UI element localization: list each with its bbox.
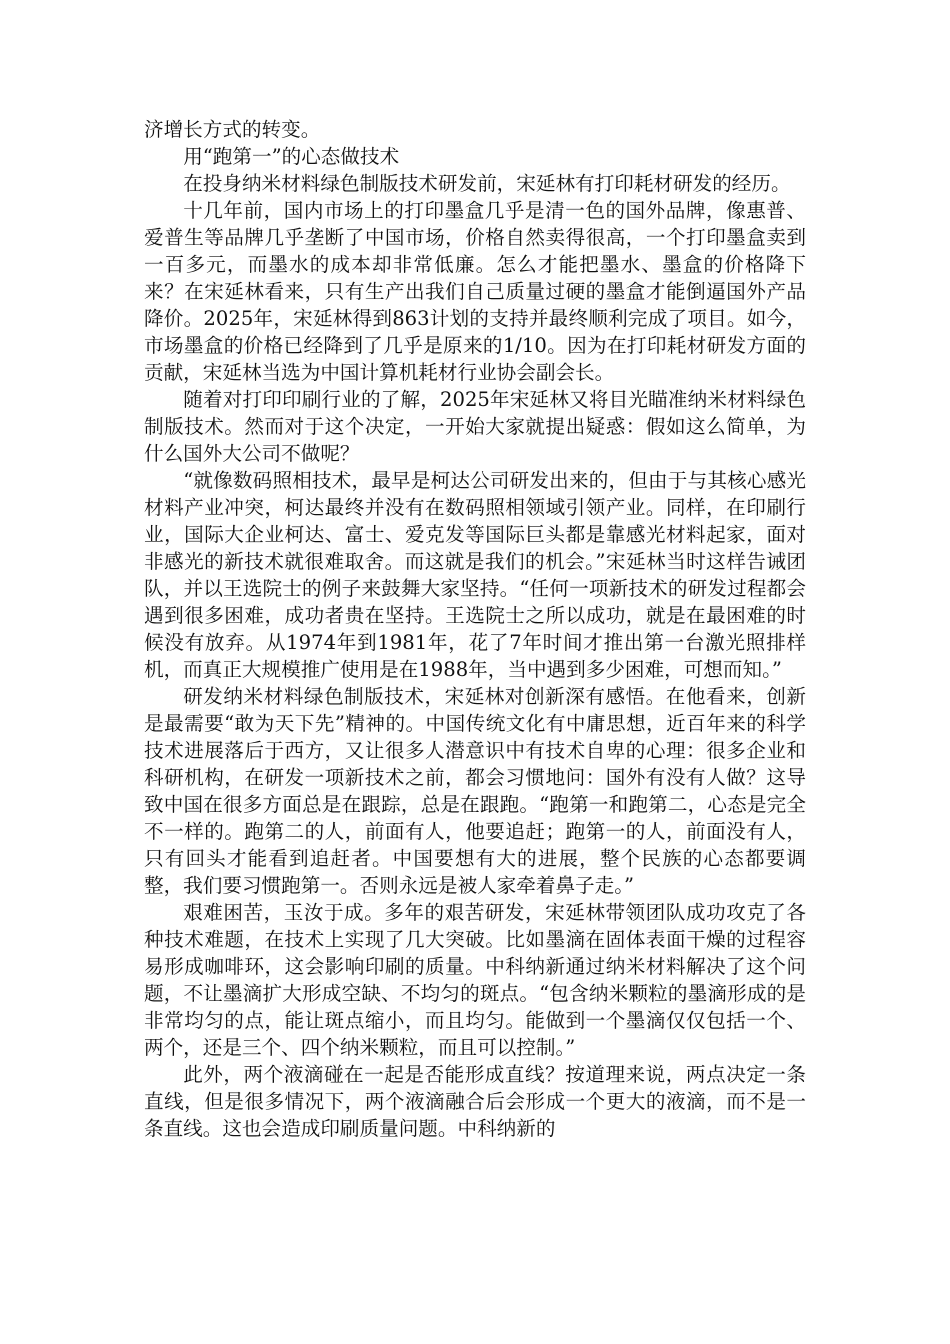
paragraph: 随着对打印印刷行业的了解，2025年宋延林又将目光瞄准纳米材料绿色制版技术。然而对于这个决定，一开始大家就提出疑惑：假如这么简单，为什么国外大公司不做呢？ (144, 388, 806, 465)
section-heading: 用“跑第一”的心态做技术 (183, 145, 400, 168)
paragraph-continuation: 济增长方式的转变。 (144, 118, 321, 141)
paragraph: 在投身纳米材料绿色制版技术研发前，宋延林有打印耗材研发的经历。 (183, 172, 791, 195)
paragraph: 研发纳米材料绿色制版技术，宋延林对创新深有感悟。在他看来，创新是最需要“敢为天下先”精神的。中国传统文化有中庸思想，近百年来的科学技术进展落后于西方，又让很多人潜意识中有技术自卑的心理：很多企业和科研机构，在研发一项新技术之前，都会习惯地问：国外有没有人做？这导致中国在很多方面总是在跟踪，总是在跟跑。“跑第一和跑第二，心态是完全不一样的。跑第二的人，前面有人，他要追赶；跑第一的人，前面没有人，只有回头才能看到追赶者。中国要想有大的进展，整个民族的心态都要调整，我们要习惯跑第一。否则永远是被人家牵着鼻子走。” (144, 685, 806, 897)
paragraph: 十几年前，国内市场上的打印墨盒几乎是清一色的国外品牌，像惠普、爱普生等品牌几乎垄断了中国市场，价格自然卖得很高，一个打印墨盒卖到一百多元，而墨水的成本却非常低廉。怎么才能把墨水、墨盒的价格降下来？在宋延林看来，只有生产出我们自己质量过硬的墨盒才能倒逼国外产品降价。2025年，宋延林得到863计划的支持并最终顺利完成了项目。如今，市场墨盒的价格已经降到了几乎是原来的1/10。因为在打印耗材研发方面的贡献，宋延林当选为中国计算机耗材行业协会副会长。 (144, 199, 806, 384)
paragraph: 艰难困苦，玉汝于成。多年的艰苦研发，宋延林带领团队成功攻克了各种技术难题，在技术上实现了几大突破。比如墨滴在固体表面干燥的过程容易形成咖啡环，这会影响印刷的质量。中科纳新通过纳米材料解决了这个问题，不让墨滴扩大形成空缺、不均匀的斑点。“包含纳米颗粒的墨滴形成的是非常均匀的点，能让斑点缩小，而且均匀。能做到一个墨滴仅仅包括一个、两个，还是三个、四个纳米颗粒，而且可以控制。” (144, 901, 806, 1059)
document-body (144, 116, 806, 1142)
paragraph: 此外，两个液滴碰在一起是否能形成直线？按道理来说，两点决定一条直线，但是很多情况下，两个液滴融合后会形成一个更大的液滴，而不是一条直线。这也会造成印刷质量问题。中科纳新的 (144, 1063, 806, 1140)
paragraph: “就像数码照相技术，最早是柯达公司研发出来的，但由于与其核心感光材料产业冲突，柯达最终并没有在数码照相领域引领产业。同样，在印刷行业，国际大企业柯达、富士、爱克发等国际巨头都是靠感光材料起家，面对非感光的新技术就很难取舍。而这就是我们的机会。”宋延林当时这样告诫团队，并以王选院士的例子来鼓舞大家坚持。“任何一项新技术的研发过程都会遇到很多困难，成功者贵在坚持。王选院士之所以成功，就是在最困难的时候没有放弃。从1974年到1981年，花了7年时间才推出第一台激光照排样机，而真正大规模推广使用是在1988年，当中遇到多少困难，可想而知。” (144, 469, 806, 681)
